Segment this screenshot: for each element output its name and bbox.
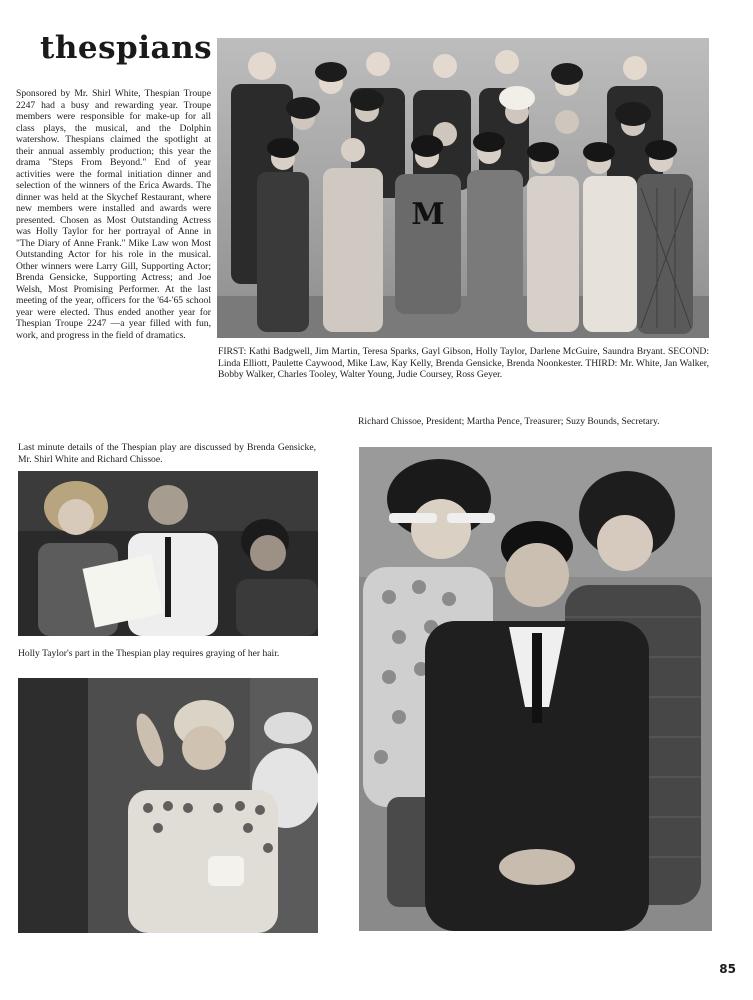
discussion-photo-caption: Last minute details of the Thespian play are discussed by Brenda Gensicke, Mr. Shirl White and Richard Chissoe.: [18, 442, 316, 465]
article-body: Sponsored by Mr. Shirl White, Thespian Troupe 2247 had a busy and rewarding year. Troupe members were responsible for make-up for all class plays, the musical, and the Dolphin watershow. Thespians claimed the spotlight at their annual assembly production; this year the drama "Steps From Beyond." End of year activities were the formal initiation dinner and selection of the winners of the Erica Awards. The dinner was held at the Skychef Restaurant, where new members were installed and awards were presented. Chosen as Most Outstanding Actress was Holly Taylor for her portrayal of Anne in "The Diary of Anne Frank." Mike Law won Most Outstanding Actor for his role in the musical. Other winners were Larry Gill, Supporting Actor; Brenda Gensicke, Supporting Actress; and Joe Welsh, Most Promising Performer. At the last meeting of the year, officers for the '64-'65 school year were elected. Thus ended another year for Thespian Troupe 2247 —a year filled with fun, work, and progress in the field of dramatics.: [16, 88, 211, 341]
page-number: 85: [719, 962, 736, 976]
group-photo: [217, 38, 709, 338]
sweater-letter: M: [411, 197, 445, 232]
officers-photo: [359, 447, 712, 931]
makeup-photo: [18, 678, 318, 933]
officers-caption: Richard Chissoe, President; Martha Pence, Treasurer; Suzy Bounds, Secretary.: [358, 416, 660, 427]
makeup-photo-caption: Holly Taylor's part in the Thespian play requires graying of her hair.: [18, 648, 280, 659]
discussion-photo: [18, 471, 318, 636]
group-photo-caption: FIRST: Kathi Badgwell, Jim Martin, Teresa Sparks, Gayl Gibson, Holly Taylor, Darlene McGuire, Saundra Bryant. SECOND: Linda Elliott, Paulette Caywood, Mike Law, Kay Kelly, Brenda Gensicke, Brenda Noonkester. THIRD: Mr. White, Jan Walker, Bobby Walker, Charles Tooley, Walter Young, Judie Coursey, Ross Geyer.: [218, 346, 709, 380]
page-title: thespians: [40, 30, 213, 66]
